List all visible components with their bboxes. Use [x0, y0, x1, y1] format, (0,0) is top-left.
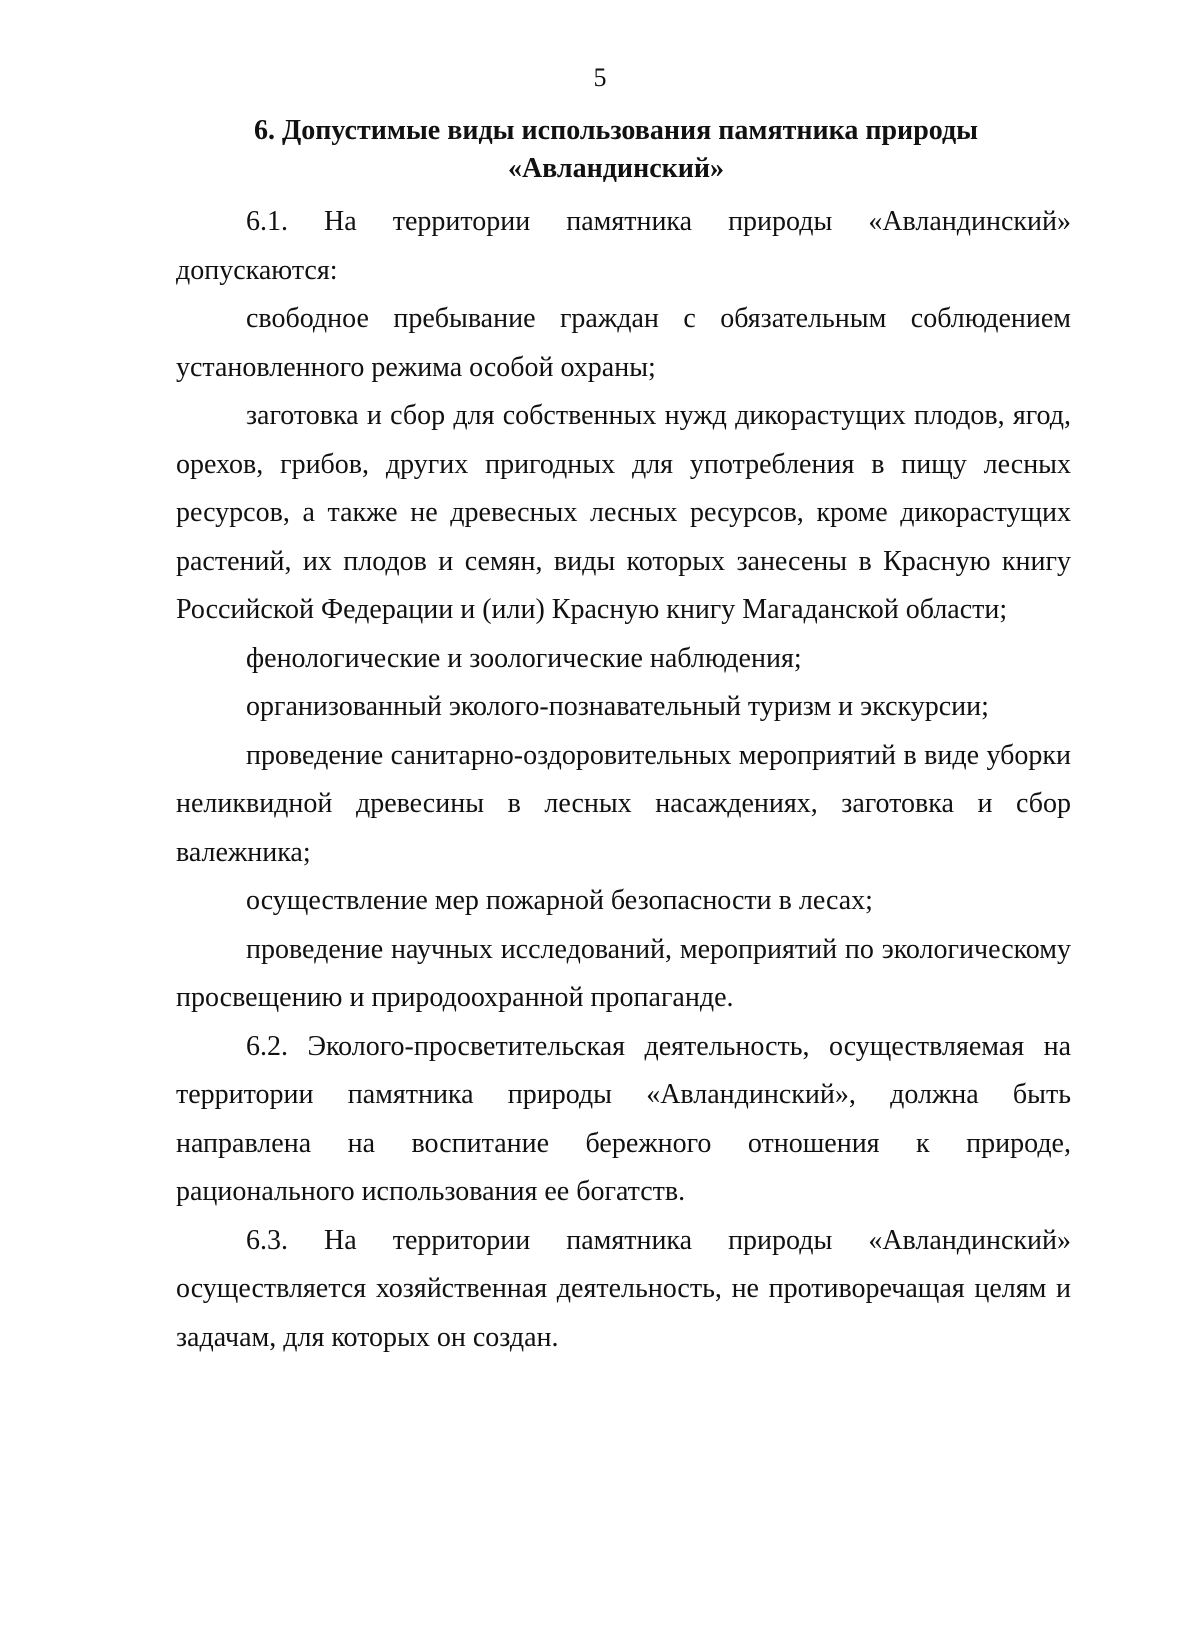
paragraph-tourism: организованный эколого-познавательный туризм и экскурсии; [246, 691, 989, 722]
section-heading-line-2: «Авландинский» [507, 153, 725, 184]
document-body [176, 198, 1071, 1362]
page-number: 5 [593, 63, 607, 92]
section-heading [176, 112, 1056, 188]
paragraph-free-stay: свободное пребывание граждан с обязательным соблюдением установленного режима особой охраны; [176, 303, 1071, 383]
section-heading-line-1: 6. Допустимые виды использования памятника природы [254, 115, 978, 146]
paragraph-observations: фенологические и зоологические наблюдения; [246, 642, 802, 674]
paragraph-6-3: 6.3. На территории памятника природы «Авландинский» осуществляется хозяйственная деятельность, не противоречащая целям и задачам, для которых он создан. [176, 1224, 1071, 1353]
paragraph-sanitary-measures: проведение санитарно-оздоровительных мероприятий в виде уборки неликвидной древесины в лесных насаждениях, заготовка и сбор валежника; [176, 739, 1071, 868]
paragraph-fire-safety: осуществление мер пожарной безопасности в лесах; [246, 885, 873, 916]
paragraph-6-2: 6.2. Эколого-просветительская деятельность, осуществляемая на территории памятника природы «Авландинский», должна быть направлена на воспитание бережного отношения к природе, рационального использования ее богатств. [176, 1030, 1071, 1207]
paragraph-research: проведение научных исследований, мероприятий по экологическому просвещению и природоохранной пропаганде. [176, 933, 1071, 1013]
paragraph-harvesting: заготовка и сбор для собственных нужд дикорастущих плодов, ягод, орехов, грибов, других пригодных для употребления в пищу лесных ресурсов, а также не древесных лесных ресурсов, кроме дикорастущих растений, их плодов и семян, виды которых занесены в Красную книгу Российской Федерации и (или) Красную книгу Магаданской области; [176, 400, 1071, 625]
paragraph-6-1: 6.1. На территории памятника природы «Авландинский» допускаются: [176, 206, 1071, 286]
